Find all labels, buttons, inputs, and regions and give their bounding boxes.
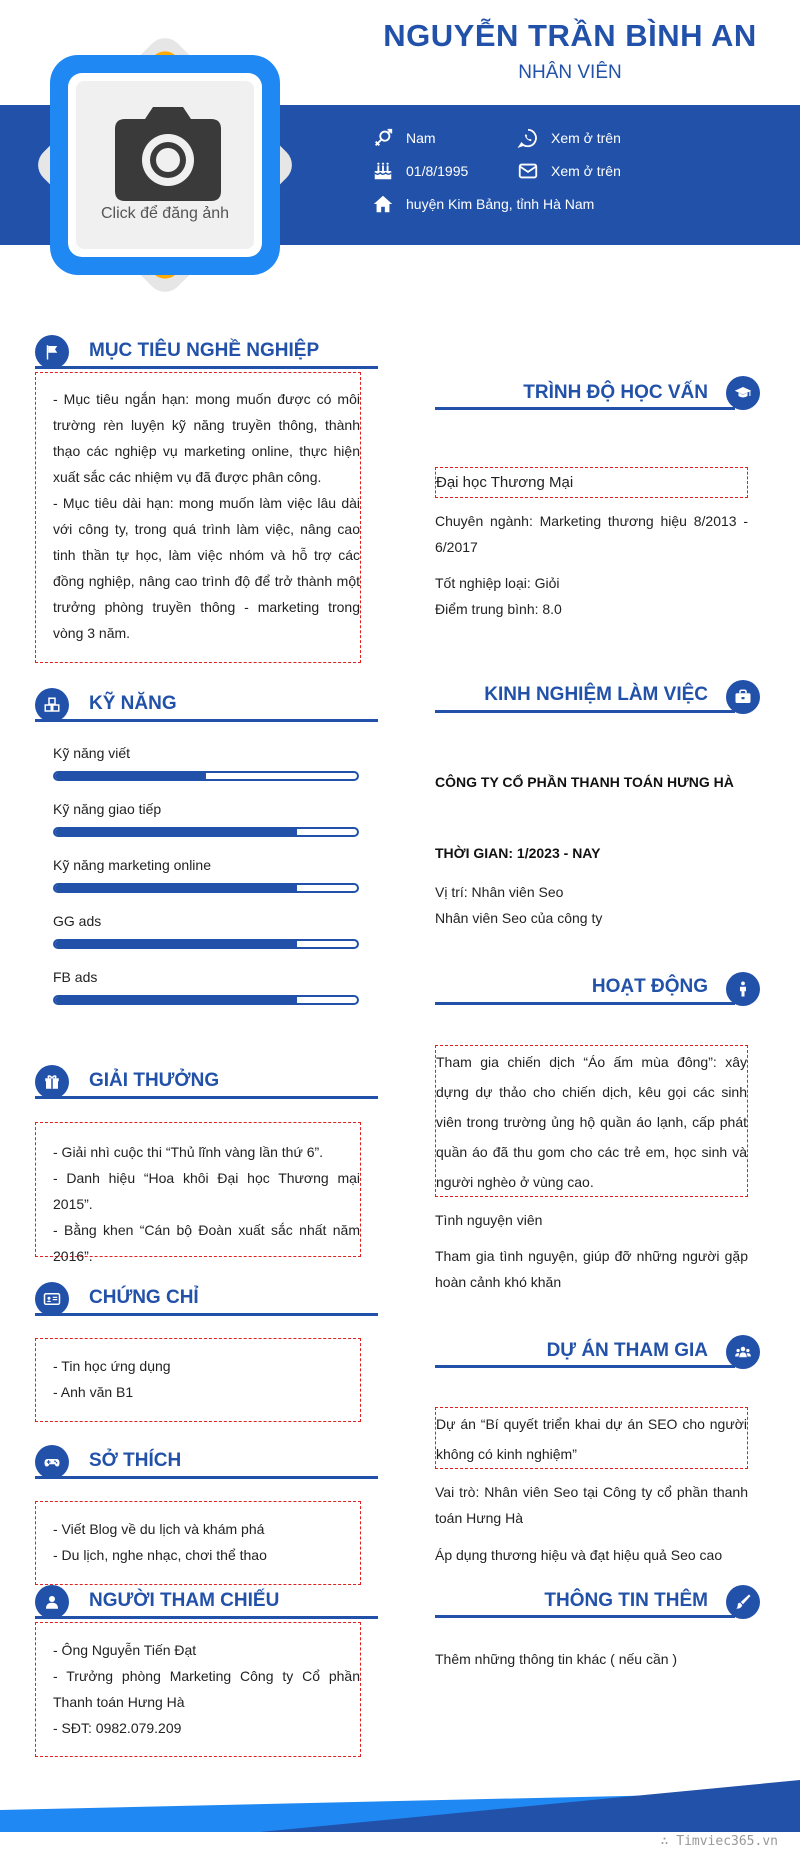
birthday-info: [372, 160, 468, 182]
skill-bar-fill: [55, 997, 297, 1003]
skill-label: FB ads: [53, 969, 98, 985]
award-item: - Danh hiệu “Hoa khôi Đại học Thương mại 2015”.: [53, 1170, 360, 1212]
gift-icon: [43, 1073, 61, 1091]
gamepad-icon: [43, 1453, 61, 1471]
reference-item: - SĐT: 0982.079.209: [53, 1720, 182, 1736]
education-section-icon: [726, 376, 760, 410]
avatar-upload[interactable]: [20, 20, 320, 310]
gender-value: Nam: [406, 130, 436, 146]
project-name-box[interactable]: Dự án “Bí quyết triển khai dự án SEO cho người không có kinh nghiệm”: [435, 1407, 748, 1469]
references-section-icon: [35, 1585, 69, 1619]
experience-section-icon: [726, 680, 760, 714]
experience-underline: [435, 710, 735, 713]
brush-icon: [734, 1593, 752, 1611]
experience-time: THỜI GIAN: 1/2023 - NAY: [435, 845, 601, 861]
skill-bar: [53, 939, 359, 949]
references-title: NGƯỜI THAM CHIẾU: [89, 1590, 280, 1611]
cubes-icon: [43, 696, 61, 714]
briefcase-icon: [734, 688, 752, 706]
projects-underline: [435, 1365, 735, 1368]
skill-bar: [53, 827, 359, 837]
project-description: Áp dụng thương hiệu và đạt hiệu quả Seo cao: [435, 1547, 723, 1563]
home-icon: [372, 193, 394, 215]
education-gpa: Điểm trung bình: 8.0: [435, 601, 562, 617]
objective-title: MỤC TIÊU NGHỀ NGHIỆP: [89, 340, 320, 361]
hobby-item: - Du lịch, nghe nhạc, chơi thể thao: [53, 1547, 267, 1563]
certificate-item: - Tin học ứng dụng: [53, 1358, 171, 1374]
project-role: Vai trò: Nhân viên Seo tại Công ty cổ phần thanh toán Hưng Hà: [435, 1484, 748, 1526]
education-title: TRÌNH ĐỘ HỌC VẤN: [523, 382, 708, 403]
education-underline: [435, 407, 735, 410]
more-info-underline: [435, 1615, 735, 1618]
certificates-box[interactable]: [35, 1338, 361, 1422]
flag-icon: [43, 343, 61, 361]
graduation-cap-icon: [734, 384, 752, 402]
phone-info: [517, 127, 621, 149]
more-info-text[interactable]: Thêm những thông tin khác ( nếu cần ): [435, 1651, 678, 1667]
projects-title: DỰ ÁN THAM GIA: [546, 1340, 708, 1361]
activities-role: Tình nguyện viên: [435, 1212, 543, 1228]
hobbies-box[interactable]: [35, 1501, 361, 1585]
email-value[interactable]: Xem ở trên: [551, 163, 621, 179]
camera-icon: [113, 105, 223, 203]
more-info-section-icon: [726, 1585, 760, 1619]
hobbies-underline: [35, 1476, 378, 1479]
education-major: Chuyên ngành: Marketing thương hiệu 8/2013 - 6/2017: [435, 513, 748, 555]
objective-box[interactable]: [35, 372, 361, 663]
whatsapp-icon: [517, 127, 539, 149]
skills-underline: [35, 719, 378, 722]
group-icon: [734, 1343, 752, 1361]
awards-title: GIẢI THƯỞNG: [89, 1070, 220, 1091]
envelope-icon: [517, 160, 539, 182]
skill-label: Kỹ năng viết: [53, 745, 131, 761]
education-school[interactable]: Đại học Thương Mại: [435, 467, 748, 498]
objective-short-term: - Mục tiêu ngắn hạn: mong muốn được có môi trường rèn luyện kỹ năng truyền thông, thành thạo các nghiệp vụ marketing online, thực hiện xuất sắc các nhiệm vụ đã được phân công.: [53, 391, 360, 485]
awards-underline: [35, 1096, 378, 1099]
activities-description: Tham gia tình nguyện, giúp đỡ những người gặp hoàn cảnh khó khăn: [435, 1248, 748, 1290]
awards-section-icon: [35, 1065, 69, 1099]
awards-box[interactable]: [35, 1122, 361, 1264]
birthday-value: 01/8/1995: [406, 163, 469, 179]
skill-label: Kỹ năng giao tiếp: [53, 801, 162, 817]
hobby-item: - Viết Blog về du lịch và khám phá: [53, 1521, 265, 1537]
gender-info: [372, 127, 436, 149]
references-underline: [35, 1616, 378, 1619]
address-info: [372, 193, 594, 215]
user-icon: [43, 1593, 61, 1611]
projects-section-icon: [726, 1335, 760, 1369]
experience-title: KINH NGHIỆM LÀM VIỆC: [484, 684, 708, 705]
phone-value[interactable]: Xem ở trên: [551, 130, 621, 146]
education-grade: Tốt nghiệp loại: Giỏi: [435, 575, 560, 591]
more-info-title: THÔNG TIN THÊM: [544, 1590, 708, 1611]
candidate-name: NGUYỄN TRẦN BÌNH AN: [383, 18, 757, 53]
certificates-section-icon: [35, 1282, 69, 1316]
activities-underline: [435, 1002, 735, 1005]
objective-long-term: - Mục tiêu dài hạn: mong muốn làm việc lâu dài với công ty, trong quá trình làm việc, nâng cao tinh thần tự học, làm việc nhóm và hỗ trợ các đồng nghiệp, nâng cao trình độ để trở thành một trưởng phòng truyền thông - marketing trong vòng 3 năm.: [53, 495, 360, 641]
footer-wave: [0, 1780, 800, 1832]
skill-label: Kỹ năng marketing online: [53, 857, 211, 873]
cake-icon: [372, 160, 394, 182]
skill-bar-fill: [55, 885, 297, 891]
skill-bar: [53, 883, 359, 893]
experience-description: Nhân viên Seo của công ty: [435, 910, 603, 926]
award-item: - Giải nhì cuộc thi “Thủ lĩnh vàng lần thứ 6”.: [53, 1144, 324, 1160]
experience-position: Vị trí: Nhân viên Seo: [435, 884, 564, 900]
reference-item: - Ông Nguyễn Tiến Đạt: [53, 1642, 197, 1658]
gender-icon: [372, 127, 394, 149]
award-item: - Bằng khen “Cán bộ Đoàn xuất sắc nhất năm 2016”.: [53, 1222, 360, 1264]
skill-bar-fill: [55, 829, 297, 835]
email-info: [517, 160, 621, 182]
watermark: ∴ Timviec365.vn: [660, 1834, 778, 1849]
skill-label: GG ads: [53, 913, 102, 929]
activities-title: HOẠT ĐỘNG: [591, 976, 708, 997]
hobbies-title: SỞ THÍCH: [89, 1450, 182, 1471]
skill-bar-fill: [55, 773, 206, 779]
references-box[interactable]: [35, 1622, 361, 1757]
skills-title: KỸ NĂNG: [89, 693, 177, 714]
address-value: huyện Kim Bảng, tỉnh Hà Nam: [406, 196, 595, 212]
certificates-underline: [35, 1313, 378, 1316]
objective-underline: [35, 366, 378, 369]
reference-item: - Trưởng phòng Marketing Công ty Cổ phần Thanh toán Hưng Hà: [53, 1668, 360, 1710]
id-card-icon: [43, 1290, 61, 1308]
skills-section-icon: [35, 688, 69, 722]
skill-bar: [53, 771, 359, 781]
skill-bar-fill: [55, 941, 297, 947]
candidate-title: NHÂN VIÊN: [518, 62, 622, 83]
hobbies-section-icon: [35, 1445, 69, 1479]
objective-section-icon: [35, 335, 69, 369]
certificate-item: - Anh văn B1: [53, 1384, 134, 1400]
activities-section-icon: [726, 972, 760, 1006]
skill-bar: [53, 995, 359, 1005]
certificates-title: CHỨNG CHỈ: [89, 1287, 199, 1308]
experience-company: CÔNG TY CỔ PHẦN THANH TOÁN HƯNG HÀ: [435, 774, 734, 790]
avatar-upload-label[interactable]: Click để đăng ảnh: [100, 205, 230, 222]
activities-event-box[interactable]: Tham gia chiến dịch “Áo ấm mùa đông”: xây dựng dự thảo cho chiến dịch, kêu gọi các sinh viên trong trường ủng hộ quần áo lạnh, cấp phát quần áo đã thu gom cho các trẻ em, học sinh và người nghèo ở vùng cao.: [435, 1045, 748, 1197]
person-icon: [734, 980, 752, 998]
